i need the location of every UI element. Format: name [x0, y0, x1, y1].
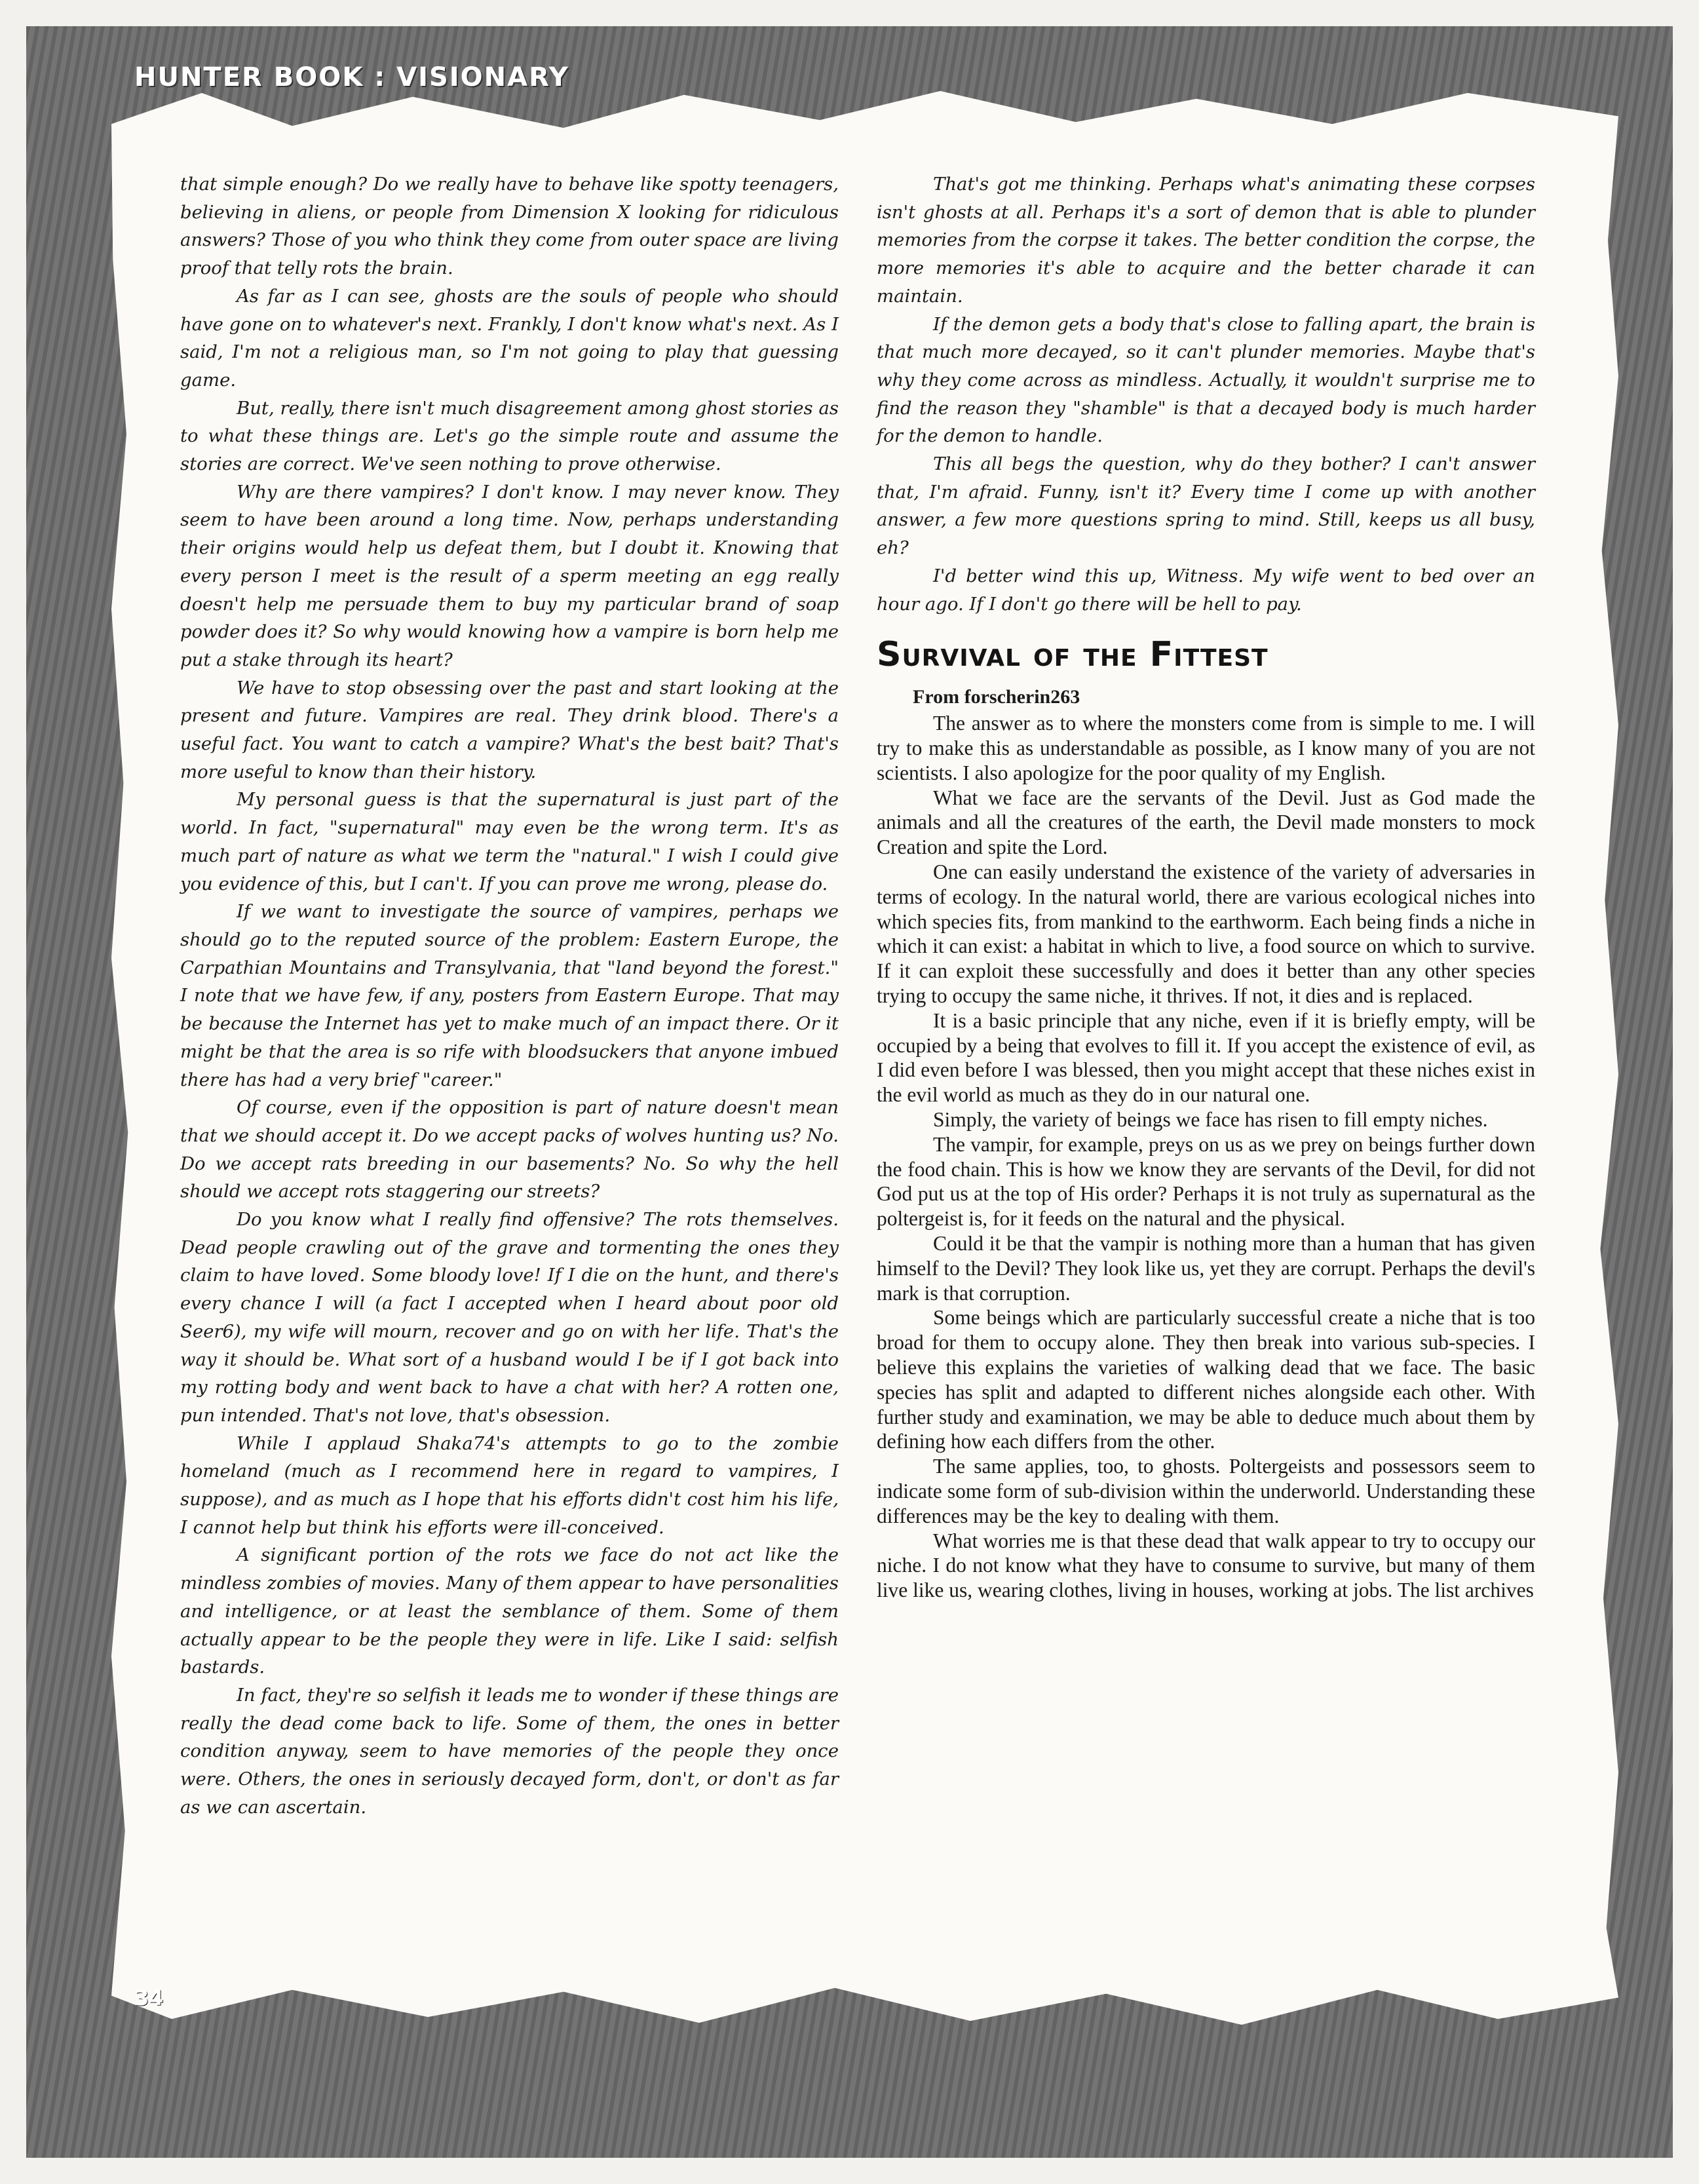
left-paragraph: We have to stop obsessing over the past and start looking at the present and future. Vampires are real. They drink blood. There's a useful fact. You want to catch a vampire? What's the best bait? That's more useful to know than their history.: [180, 677, 839, 782]
left-paragraph: As far as I can see, ghosts are the souls of people who should have gone on to whatever's next. Frankly, I don't know what's next. As I said, I'm not a religious man, so I'm not going to play that guessing game.: [180, 285, 839, 391]
right-paragraph: The vampir, for example, preys on us as we prey on beings further down the food chain. This is how we know they are servants of the Devil, for did not God put us at the top of His order? Perhaps it is not truly as supernatural as the poltergeist is, for it feeds on the natural and the physical.: [877, 1132, 1535, 1231]
left-paragraph: Why are there vampires? I don't know. I may never know. They seem to have been around a long time. Now, perhaps understanding their origins would help us defeat them, but I doubt it. Knowing that every person I meet is the result of a sperm meeting an egg really doesn't help me persuade them to buy my particular brand of soap powder does it? So why would knowing how a vampire is born help me put a stake through its heart?: [180, 481, 839, 670]
right-italic-paragraph: I'd better wind this up, Witness. My wife went to bed over an hour ago. If I don't go there will be hell to pay.: [877, 565, 1535, 615]
byline: From forscherin263: [913, 686, 1080, 708]
left-paragraph: While I applaud Shaka74's attempts to go to the zombie homeland (much as I recommend here in regard to vampires, I suppose), and as much as I hope that his efforts didn't cost him his life, I cannot help but think his efforts were ill-conceived.: [180, 1432, 839, 1538]
section-heading: Survival of the Fittest: [877, 635, 1269, 675]
left-paragraph: Do you know what I really find offensive? The rots themselves. Dead people crawling out of the grave and tormenting the ones they claim to have loved. Some bloody love! If I die on the hunt, and there's every chance I will (a fact I accepted when I heard about poor old Seer6), my wife will mourn, recover and go on with her life. That's the way it should be. What sort of a husband would I be if I got back into my rotting body and went back to have a chat with her? A rotten one, pun intended. That's not love, that's obsession.: [180, 1209, 839, 1426]
left-paragraph: My personal guess is that the supernatural is just part of the world. In fact, "supernatural" may even be the wrong term. It's as much part of nature as what we term the "natural." I wish I could give you evidence of this, but I can't. If you can prove me wrong, please do.: [180, 789, 839, 894]
left-paragraph: But, really, there isn't much disagreement among ghost stories as to what these things are. Let's go the simple route and assume the stories are correct. We've seen nothing to prove otherwise.: [180, 397, 839, 475]
left-paragraph: that simple enough? Do we really have to behave like spotty teenagers, believing in aliens, or people from Dimension X looking for ridiculous answers? Those of you who think they come from outer space are living proof that telly rots the brain.: [180, 174, 839, 279]
left-column: [180, 170, 839, 1821]
right-italic-paragraph: That's got me thinking. Perhaps what's animating these corpses isn't ghosts at all. Perhaps it's a sort of demon that is able to plunder memories from the corpse it takes. The better condition the corpse, the more memories it's able to acquire and the better charade it can maintain.: [877, 174, 1535, 307]
right-column: [877, 170, 1535, 1603]
left-paragraph: Of course, even if the opposition is part of nature doesn't mean that we should accept it. Do we accept packs of wolves hunting us? No. Do we accept rats breeding in our basements? No. So why the hell should we accept rots staggering our streets?: [180, 1097, 839, 1202]
right-paragraph: Some beings which are particularly successful create a niche that is too broad for them to occupy alone. They then break into various sub-species. I believe this explains the varieties of walking dead that we face. The basic species has split and adapted to different niches alongside each other. With further study and examination, we may be able to deduce much about them by defining how each differs from the other.: [877, 1306, 1535, 1453]
right-paragraph: Could it be that the vampir is nothing more than a human that has given himself to the Devil? They look like us, yet they are corrupt. Perhaps the devil's mark is that corruption.: [877, 1231, 1535, 1305]
right-paragraph: What worries me is that these dead that walk appear to try to occupy our niche. I do not know what they have to consume to survive, but many of them live like us, wearing clothes, living in houses, working at jobs. The list archives: [877, 1529, 1535, 1602]
right-paragraph: One can easily understand the existence of the variety of adversaries in terms of ecology. In the natural world, there are various ecological niches into which species fits, from mankind to the earthworm. Each being finds a niche in which it can exist: a habitat in which to live, a food source on which to survive. If it can exploit these successfully and does it better than any other species trying to occupy the same niche, it thrives. If not, it dies and is replaced.: [877, 860, 1535, 1008]
page-header-title: HUNTER BOOK : VISIONARY: [134, 62, 569, 92]
right-italic-paragraph: This all begs the question, why do they bother? I can't answer that, I'm afraid. Funny, isn't it? Every time I come up with another answer, a few more questions spring to mind. Still, keeps us all busy, eh?: [877, 453, 1535, 559]
right-paragraph: It is a basic principle that any niche, even if it is briefly empty, will be occupied by a being that evolves to fill it. If you accept the existence of evil, as I did even before I was blessed, then you might accept that these niches exist in the evil world as much as they do in our natural one.: [877, 1008, 1535, 1107]
right-paragraph: The answer as to where the monsters come from is simple to me. I will try to make this as understandable as possible, as I know many of you are not scientists. I also apologize for the poor quality of my English.: [877, 712, 1535, 784]
left-paragraph: In fact, they're so selfish it leads me to wonder if these things are really the dead come back to life. Some of them, the ones in better condition anyway, seem to have memories of the people they once were. Others, the ones in seriously decayed form, don't, or don't as far as we can ascertain.: [180, 1684, 839, 1818]
right-paragraph: What we face are the servants of the Devil. Just as God made the animals and all the creatures of the earth, the Devil made monsters to mock Creation and spite the Lord.: [877, 786, 1535, 859]
right-paragraph: The same applies, too, to ghosts. Poltergeists and possessors seem to indicate some form of sub-division within the underworld. Understanding these differences may be the key to dealing with them.: [877, 1455, 1535, 1527]
left-paragraph: If we want to investigate the source of vampires, perhaps we should go to the reputed source of the problem: Eastern Europe, the Carpathian Mountains and Transylvania, that "land beyond the forest." I note that we have few, if any, posters from Eastern Europe. That may be because the Internet has yet to make much of an impact there. Or it might be that the area is so rife with bloodsuckers that anyone imbued there has had a very brief "career.": [180, 901, 839, 1090]
page-number: 34: [134, 1985, 164, 2010]
right-paragraph: Simply, the variety of beings we face has risen to fill empty niches.: [933, 1108, 1488, 1131]
right-italic-paragraph: If the demon gets a body that's close to falling apart, the brain is that much more decayed, so it can't plunder memories. Maybe that's why they come across as mindless. Actually, it wouldn't surprise me to find the reason they "shamble" is that a decayed body is much harder for the demon to handle.: [877, 313, 1535, 447]
left-paragraph: A significant portion of the rots we face do not act like the mindless zombies of movies. Many of them appear to have personalities and intelligence, or at least the semblance of them. Some of them actually appear to be the people they were in life. Like I said: selfish bastards.: [180, 1544, 839, 1678]
